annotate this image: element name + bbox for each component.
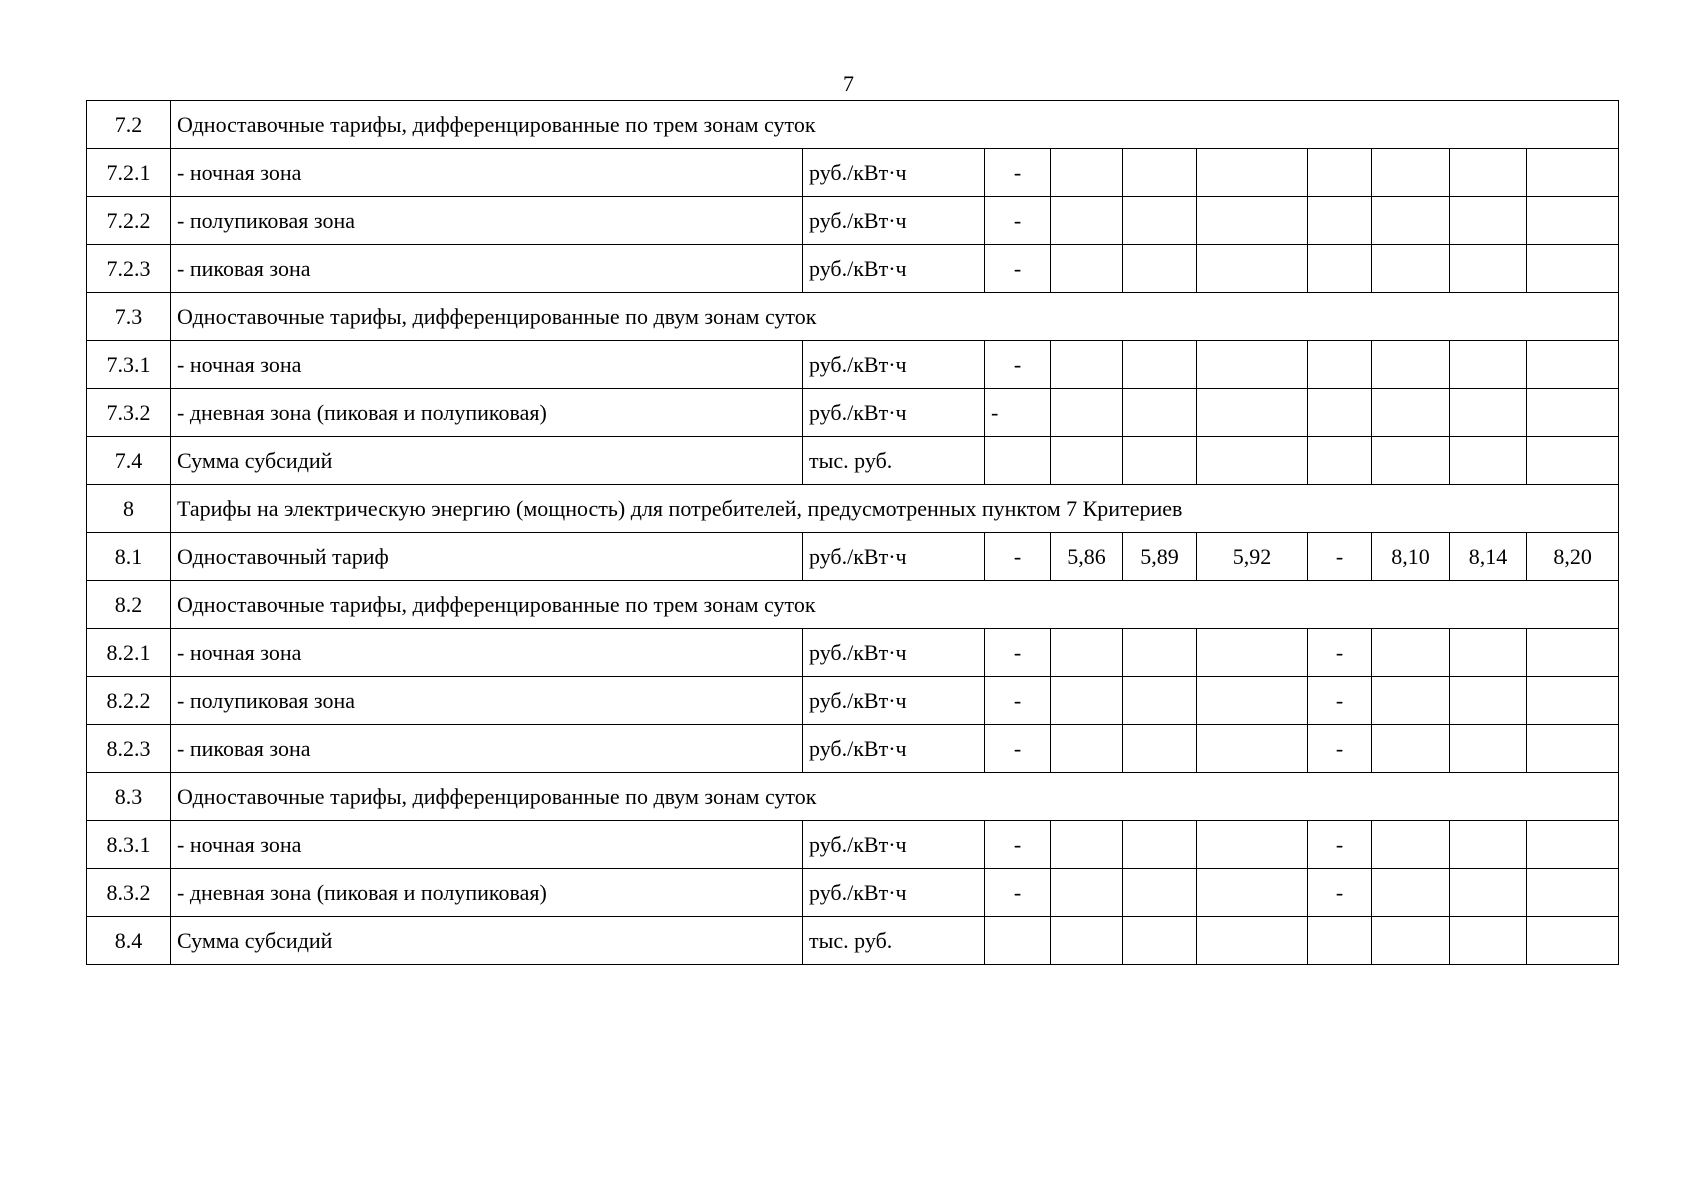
row-name: Сумма субсидий xyxy=(171,437,803,485)
value-cell xyxy=(1527,629,1619,677)
value-cell xyxy=(1051,149,1123,197)
row-number: 8.3.2 xyxy=(87,869,171,917)
value-cell xyxy=(1051,725,1123,773)
value-cell xyxy=(1450,917,1527,965)
value-cell: - xyxy=(1308,629,1372,677)
row-name: - полупиковая зона xyxy=(171,677,803,725)
row-unit: тыс. руб. xyxy=(803,917,985,965)
section-row xyxy=(87,581,1619,629)
value-cell: 5,86 xyxy=(1051,533,1123,581)
value-cell: 8,20 xyxy=(1527,533,1619,581)
row-unit: руб./кВт·ч xyxy=(803,821,985,869)
value-cell xyxy=(1308,917,1372,965)
row-number: 7.2.1 xyxy=(87,149,171,197)
row-number: 8.2.2 xyxy=(87,677,171,725)
value-cell: - xyxy=(985,341,1051,389)
value-cell xyxy=(1197,821,1308,869)
value-cell xyxy=(1450,197,1527,245)
row-name: - пиковая зона xyxy=(171,725,803,773)
value-cell xyxy=(1372,245,1450,293)
value-cell xyxy=(1051,677,1123,725)
row-number: 8.2.1 xyxy=(87,629,171,677)
table-row xyxy=(87,917,1619,965)
value-cell xyxy=(1450,437,1527,485)
table-row xyxy=(87,149,1619,197)
value-cell xyxy=(1123,341,1197,389)
row-unit: тыс. руб. xyxy=(803,437,985,485)
value-cell xyxy=(1123,197,1197,245)
value-cell xyxy=(1527,197,1619,245)
row-name: Сумма субсидий xyxy=(171,917,803,965)
value-cell xyxy=(1123,869,1197,917)
value-cell xyxy=(1308,149,1372,197)
table-row xyxy=(87,341,1619,389)
value-cell: - xyxy=(1308,869,1372,917)
value-cell xyxy=(1450,149,1527,197)
row-unit: руб./кВт·ч xyxy=(803,533,985,581)
value-cell xyxy=(1372,917,1450,965)
section-row xyxy=(87,293,1619,341)
value-cell xyxy=(1450,821,1527,869)
value-cell: 8,14 xyxy=(1450,533,1527,581)
row-number: 7.2.2 xyxy=(87,197,171,245)
value-cell xyxy=(1372,341,1450,389)
row-number: 8.3 xyxy=(87,773,171,821)
row-unit: руб./кВт·ч xyxy=(803,629,985,677)
row-name: - ночная зона xyxy=(171,341,803,389)
value-cell xyxy=(1051,869,1123,917)
row-number: 7.2.3 xyxy=(87,245,171,293)
value-cell xyxy=(1450,245,1527,293)
row-number: 8.2 xyxy=(87,581,171,629)
value-cell xyxy=(1051,389,1123,437)
value-cell: 8,10 xyxy=(1372,533,1450,581)
value-cell xyxy=(1123,677,1197,725)
section-row xyxy=(87,773,1619,821)
table-row xyxy=(87,821,1619,869)
value-cell: 5,89 xyxy=(1123,533,1197,581)
value-cell xyxy=(1527,389,1619,437)
section-title: Тарифы на электрическую энергию (мощность) для потребителей, предусмотренных пунктом 7 Критериев xyxy=(171,485,1619,533)
value-cell xyxy=(1197,437,1308,485)
value-cell xyxy=(1372,149,1450,197)
table-row xyxy=(87,389,1619,437)
table-row xyxy=(87,437,1619,485)
value-cell: - xyxy=(985,197,1051,245)
value-cell xyxy=(1051,197,1123,245)
value-cell xyxy=(1051,629,1123,677)
row-name: - ночная зона xyxy=(171,821,803,869)
row-name: - дневная зона (пиковая и полупиковая) xyxy=(171,869,803,917)
value-cell xyxy=(1197,725,1308,773)
value-cell: - xyxy=(985,629,1051,677)
value-cell xyxy=(1308,389,1372,437)
value-cell xyxy=(1527,917,1619,965)
value-cell xyxy=(1308,437,1372,485)
value-cell xyxy=(1197,149,1308,197)
row-name: - полупиковая зона xyxy=(171,197,803,245)
value-cell xyxy=(1450,869,1527,917)
value-cell xyxy=(1372,197,1450,245)
table-row xyxy=(87,197,1619,245)
value-cell: 5,92 xyxy=(1197,533,1308,581)
value-cell xyxy=(1450,677,1527,725)
value-cell xyxy=(1308,245,1372,293)
value-cell: - xyxy=(1308,725,1372,773)
value-cell xyxy=(1527,677,1619,725)
value-cell: - xyxy=(985,821,1051,869)
value-cell xyxy=(985,917,1051,965)
value-cell xyxy=(1051,341,1123,389)
row-unit: руб./кВт·ч xyxy=(803,149,985,197)
value-cell xyxy=(1372,389,1450,437)
value-cell: - xyxy=(1308,533,1372,581)
value-cell xyxy=(1372,677,1450,725)
value-cell xyxy=(1527,821,1619,869)
row-unit: руб./кВт·ч xyxy=(803,245,985,293)
value-cell xyxy=(1051,821,1123,869)
value-cell xyxy=(1450,341,1527,389)
section-title: Одноставочные тарифы, дифференцированные по двум зонам суток xyxy=(171,293,1619,341)
row-unit: руб./кВт·ч xyxy=(803,197,985,245)
row-number: 7.4 xyxy=(87,437,171,485)
value-cell xyxy=(1197,197,1308,245)
row-unit: руб./кВт·ч xyxy=(803,389,985,437)
row-number: 7.3.2 xyxy=(87,389,171,437)
table-row xyxy=(87,629,1619,677)
row-number: 8.1 xyxy=(87,533,171,581)
value-cell xyxy=(985,437,1051,485)
row-name: - пиковая зона xyxy=(171,245,803,293)
table-row xyxy=(87,869,1619,917)
value-cell xyxy=(1308,341,1372,389)
value-cell xyxy=(1527,341,1619,389)
tariff-table xyxy=(86,100,1619,965)
value-cell: - xyxy=(985,245,1051,293)
row-number: 8 xyxy=(87,485,171,533)
value-cell: - xyxy=(985,149,1051,197)
value-cell: - xyxy=(985,533,1051,581)
row-number: 8.2.3 xyxy=(87,725,171,773)
row-number: 8.3.1 xyxy=(87,821,171,869)
row-name: Одноставочный тариф xyxy=(171,533,803,581)
section-title: Одноставочные тарифы, дифференцированные по трем зонам суток xyxy=(171,101,1619,149)
section-title: Одноставочные тарифы, дифференцированные по трем зонам суток xyxy=(171,581,1619,629)
value-cell xyxy=(1527,437,1619,485)
value-cell xyxy=(1051,437,1123,485)
value-cell xyxy=(1308,197,1372,245)
value-cell xyxy=(1197,677,1308,725)
value-cell: - xyxy=(985,725,1051,773)
value-cell: - xyxy=(1308,821,1372,869)
tariff-table-body xyxy=(87,101,1619,965)
value-cell xyxy=(1527,725,1619,773)
value-cell xyxy=(1051,245,1123,293)
row-unit: руб./кВт·ч xyxy=(803,869,985,917)
value-cell xyxy=(1372,869,1450,917)
value-cell xyxy=(1450,725,1527,773)
section-row xyxy=(87,485,1619,533)
value-cell: - xyxy=(985,389,1051,437)
value-cell xyxy=(1197,629,1308,677)
value-cell: - xyxy=(1308,677,1372,725)
value-cell xyxy=(1123,245,1197,293)
row-unit: руб./кВт·ч xyxy=(803,725,985,773)
value-cell xyxy=(1123,437,1197,485)
value-cell xyxy=(1197,245,1308,293)
value-cell xyxy=(1372,821,1450,869)
row-number: 8.4 xyxy=(87,917,171,965)
row-number: 7.3 xyxy=(87,293,171,341)
row-name: - ночная зона xyxy=(171,149,803,197)
value-cell xyxy=(1372,437,1450,485)
row-unit: руб./кВт·ч xyxy=(803,341,985,389)
row-name: - ночная зона xyxy=(171,629,803,677)
row-name: - дневная зона (пиковая и полупиковая) xyxy=(171,389,803,437)
table-row xyxy=(87,677,1619,725)
value-cell: - xyxy=(985,677,1051,725)
value-cell xyxy=(1123,725,1197,773)
value-cell xyxy=(1123,389,1197,437)
value-cell xyxy=(1197,917,1308,965)
value-cell xyxy=(1123,149,1197,197)
value-cell xyxy=(1527,149,1619,197)
value-cell xyxy=(1527,869,1619,917)
section-title: Одноставочные тарифы, дифференцированные по двум зонам суток xyxy=(171,773,1619,821)
value-cell xyxy=(1197,869,1308,917)
value-cell xyxy=(1123,821,1197,869)
row-number: 7.2 xyxy=(87,101,171,149)
table-row xyxy=(87,245,1619,293)
value-cell xyxy=(1123,629,1197,677)
row-unit: руб./кВт·ч xyxy=(803,677,985,725)
value-cell: - xyxy=(985,869,1051,917)
value-cell xyxy=(1527,245,1619,293)
value-cell xyxy=(1450,389,1527,437)
row-number: 7.3.1 xyxy=(87,341,171,389)
value-cell xyxy=(1123,917,1197,965)
value-cell xyxy=(1197,389,1308,437)
value-cell xyxy=(1372,725,1450,773)
section-row xyxy=(87,101,1619,149)
value-cell xyxy=(1372,629,1450,677)
table-row xyxy=(87,533,1619,581)
value-cell xyxy=(1051,917,1123,965)
table-row xyxy=(87,725,1619,773)
value-cell xyxy=(1197,341,1308,389)
page-number: 7 xyxy=(843,71,854,96)
value-cell xyxy=(1450,629,1527,677)
